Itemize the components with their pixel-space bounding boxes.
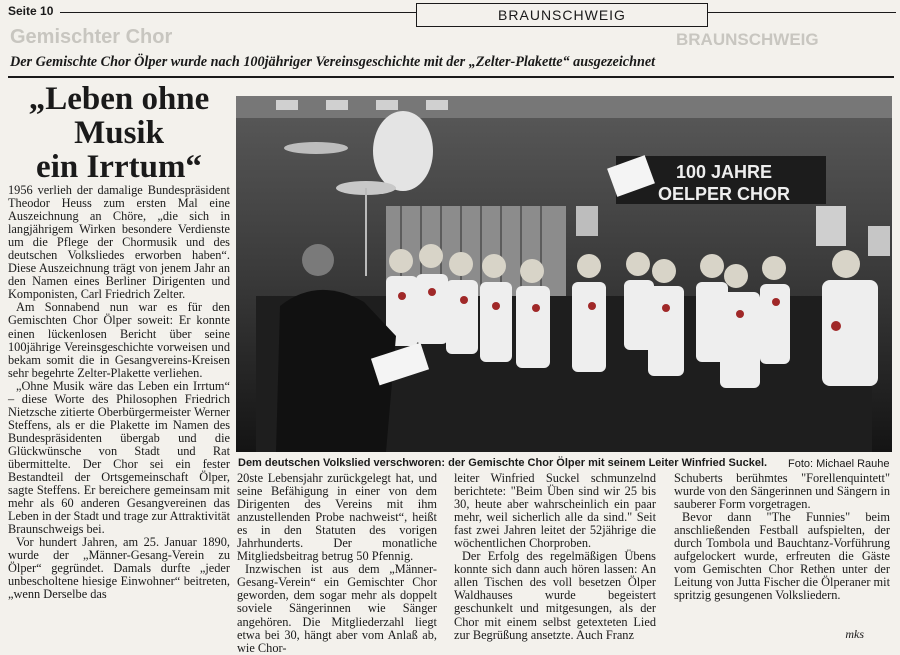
- article-kicker: Der Gemischte Chor Ölper wurde nach 100jähriger Vereinsgeschichte mit der „Zelter-Plakette“ ausgezeichnet: [10, 54, 656, 70]
- photo-credit: Foto: Michael Rauhe: [788, 458, 890, 470]
- author-initials: mks: [845, 627, 864, 641]
- choir-photo: [236, 96, 892, 452]
- section-title: BRAUNSCHWEIG: [416, 3, 708, 27]
- banner-text: 100 JAHRE: [676, 162, 773, 182]
- bleed-through-text-right: BRAUNSCHWEIG: [676, 30, 819, 49]
- bleed-through-text-left: Gemischter Chor: [10, 26, 173, 48]
- paragraph: Der Erfolg des regelmäßigen Übens konnte sich dann auch hören lassen: An allen Tischen des voll besetzen Ölper Waldhauses wurde begeistert geschunkelt und mitgesungen, als der Chor mit einem selbst getexteten Lied zur Begrüßung ansetzte. Auch Franz: [454, 549, 656, 642]
- headline-line: Musik: [74, 115, 164, 151]
- page-number: Seite 10: [8, 4, 54, 18]
- banner-text: OELPER CHOR: [658, 184, 791, 204]
- article-column-1: [8, 184, 230, 602]
- choir-photo-image: [236, 96, 892, 452]
- kicker-rule: [8, 76, 894, 78]
- article-headline: [6, 82, 232, 184]
- headline-line: ein Irrtum“: [36, 149, 202, 185]
- paragraph: 20ste Lebensjahr zurückgelegt hat, und seine Befähigung in einer von dem Dirigenten des Vereins mit ihm anzustellenden Probe nachweist“, heißt es in den Statuten des vorigen Jahrhunderts. Der monatliche Mitgliedsbeitrag betrug 50 Pfennig.: [237, 471, 437, 564]
- paragraph: Vor hundert Jahren, am 25. Januar 1890, wurde der „Männer-Gesang-Verein zu Ölper“ gegründet. Damals durfte „jeder unbescholtene hiesige Einwohner“ beitreten, „wenn Derselbe das: [8, 535, 230, 602]
- paragraph: leiter Winfried Suckel schmunzelnd berichtete: "Beim Üben sind wir 25 bis 30, heute aber wahrscheinlich ein paar mehr, weil sicherlich alle da sind." Seit fast zwei Jahren leitet der 52jährige die wöchentlichen Chorproben.: [454, 471, 656, 551]
- headline-line: „Leben ohne: [28, 81, 210, 117]
- article-column-3: [454, 472, 656, 642]
- paragraph: Schuberts berühmtes "Forellenquintett" wurde von den Sängerinnen und Sängern in sauberer Form vorgetragen.: [674, 471, 890, 512]
- paragraph: Am Sonnabend nun war es für den Gemischten Chor Ölper soweit: Er konnte einen lückenlosen Bericht über seine 100jährige Vereinsgeschichte vorweisen und bekam somit die in Gesangvereins-Kreisen sehr begehrte Zelter-Plakette verliehen.: [8, 300, 230, 380]
- photo-caption: Dem deutschen Volkslied verschworen: der Gemischte Chor Ölper mit seinem Leiter Winfried Suckel.: [238, 457, 768, 469]
- article-column-4: [674, 472, 890, 602]
- paragraph: Bevor dann "The Funnies" beim anschließenden Festball aufspielten, der durch Tombola und Bauchtanz-Vorführung aufgelockert wurde, erfreuten die Gäste vom Gemischten Chor Rethen unter der Leitung von Jutta Fischer die Ölperaner mit spritzig gesungenen Volksliedern.: [674, 510, 890, 603]
- paragraph: „Ohne Musik wäre das Leben ein Irrtum“ – diese Worte des Philosophen Friedrich Nietzsche zitierte Oberbürgermeister Werner Steffens, als er die Plakette im Namen des Bundespräsidenten übergab und die Glückwünsche von Stadt und Rat übermittelte. Der Chor sei ein fester Bestandteil der Ortsgemeinschaft Ölper, sagte Steffens. Er bereichere gemeinsam mit mehr als 60 anderen Gesangvereinen das Leben in der Stadt und trage zur Attraktivität Braunschweigs bei.: [8, 378, 230, 537]
- article-column-2: [237, 472, 437, 655]
- paragraph: Inzwischen ist aus dem „Männer-Gesang-Verein“ ein Gemischter Chor geworden, dem sogar mehr als doppelt soviele Sängerinnen wie Sänger angehören. Die Mitgliederzahl liegt etwa bei 30, hängt aber vom Anlaß ab, wie Chor-: [237, 562, 437, 655]
- paragraph: 1956 verlieh der damalige Bundespräsident Theodor Heuss zum ersten Mal eine Auszeichnung an Chöre, „die sich in langjährigem Wirken besondere Verdienste um die Pflege der Chormusik und des deutschen Volksliedes erworben haben“. Diese Auszeichnung trägt von jenem Jahr an den Namen eines Berliner Dirigenten und Komponisten, Carl Friedrich Zelter.: [8, 183, 230, 302]
